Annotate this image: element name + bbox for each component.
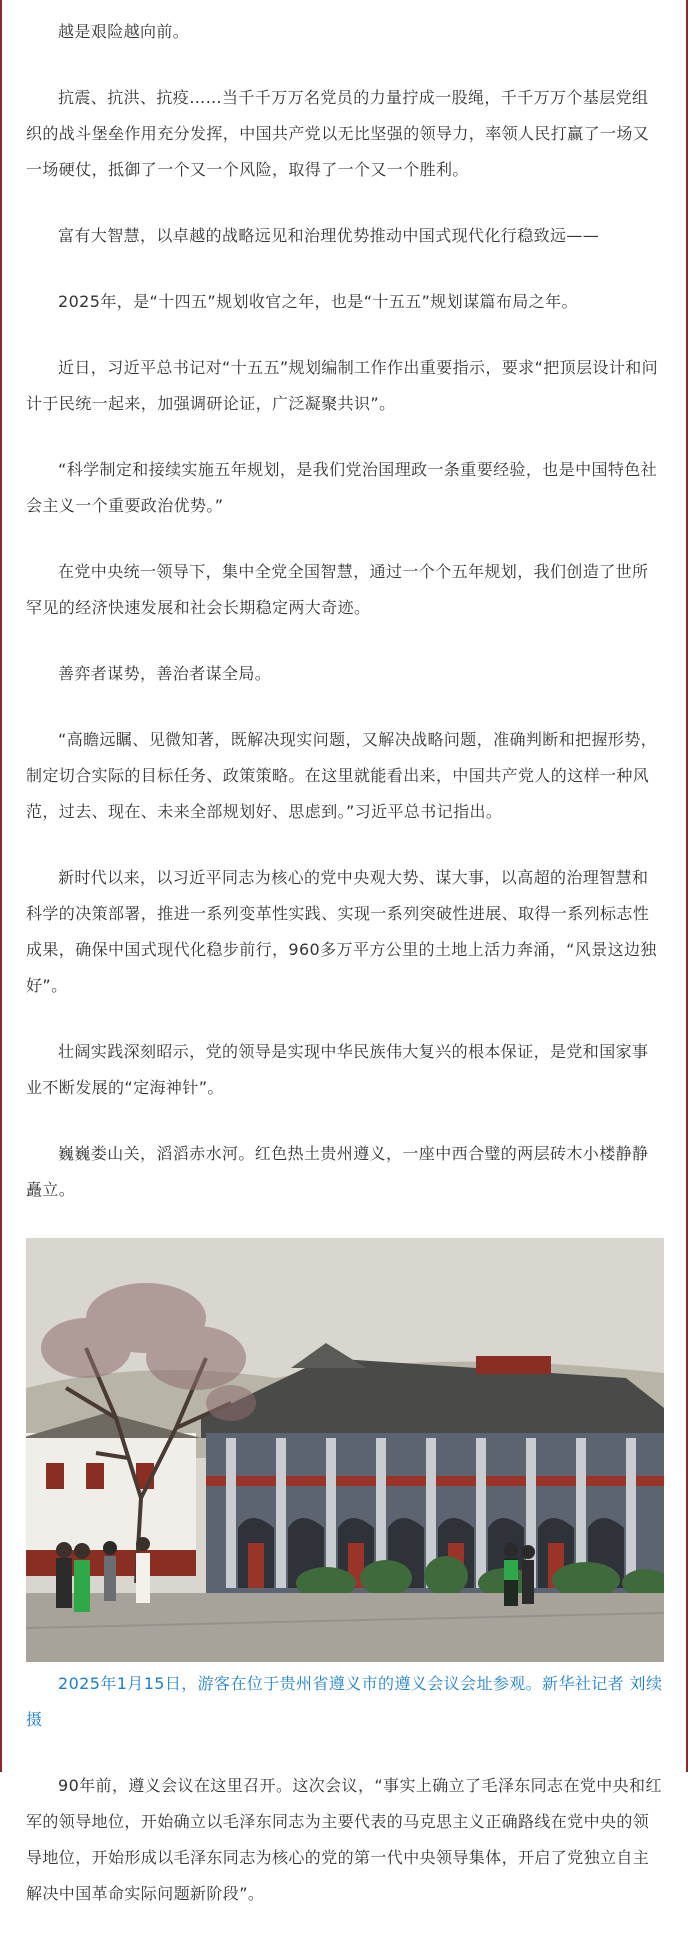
paragraph: 在党中央统一领导下，集中全党全国智慧，通过一个个五年规划，我们创造了世所罕见的经济快速发展和社会长期稳定两大奇迹。 (26, 562, 649, 617)
zunyi-conference-site-photo (26, 1238, 664, 1662)
paragraph: 近日，习近平总书记对“十五五”规划编制工作作出重要指示，要求“把顶层设计和问计于民统一起来，加强调研论证，广泛凝聚共识”。 (26, 358, 659, 413)
article-body (26, 0, 664, 1942)
paragraph: 巍巍娄山关，滔滔赤水河。红色热土贵州遵义，一座中西合璧的两层砖木小楼静静矗立。 (26, 1144, 649, 1199)
paragraph: “高瞻远瞩、见微知著，既解决现实问题，又解决战略问题，准确判断和把握形势，制定切合实际的目标任务、政策策略。在这里就能看出来，中国共产党人的这样一种风范，过去、现在、未来全部规划好、思虑到。”习近平总书记指出。 (26, 730, 658, 821)
paragraph: 善弈者谋势，善治者谋全局。 (58, 664, 272, 683)
paragraph: 新时代以来，以习近平同志为核心的党中央观大势、谋大事，以高超的治理智慧和科学的决策部署，推进一系列变革性实践、实现一系列突破性进展、取得一系列标志性成果，确保中国式现代化稳步前行，960多万平方公里的土地上活力奔涌，“风景这边独好”。 (26, 868, 657, 995)
paragraph: 2025年，是“十四五”规划收官之年，也是“十五五”规划谋篇布局之年。 (58, 292, 578, 311)
paragraph: 越是艰险越向前。 (58, 22, 190, 41)
paragraph: 抗震、抗洪、抗疫……当千千万万名党员的力量拧成一股绳，千千万万个基层党组织的战斗堡垒作用充分发挥，中国共产党以无比坚强的领导力，率领人民打赢了一场又一场硬仗，抵御了一个又一个风险，取得了一个又一个胜利。 (26, 88, 650, 179)
paragraph: 壮阔实践深刻昭示，党的领导是实现中华民族伟大复兴的根本保证，是党和国家事业不断发展的“定海神针”。 (26, 1042, 649, 1097)
paragraph: “科学制定和接续实施五年规划，是我们党治国理政一条重要经验，也是中国特色社会主义一个重要政治优势。” (26, 460, 658, 515)
photo-caption: 2025年1月15日，游客在位于贵州省遵义市的遵义会议会址参观。新华社记者 刘续 摄 (26, 1674, 663, 1729)
paragraph: 富有大智慧，以卓越的战略远见和治理优势推动中国式现代化行稳致远—— (58, 226, 600, 245)
paragraph: 90年前，遵义会议在这里召开。这次会议，“事实上确立了毛泽东同志在党中央和红军的领导地位，开始确立以毛泽东同志为主要代表的马克思主义正确路线在党中央的领导地位，开始形成以毛泽东同志为核心的党的第一代中央领导集体，开启了党独立自主解决中国革命实际问题新阶段”。 (26, 1776, 662, 1903)
